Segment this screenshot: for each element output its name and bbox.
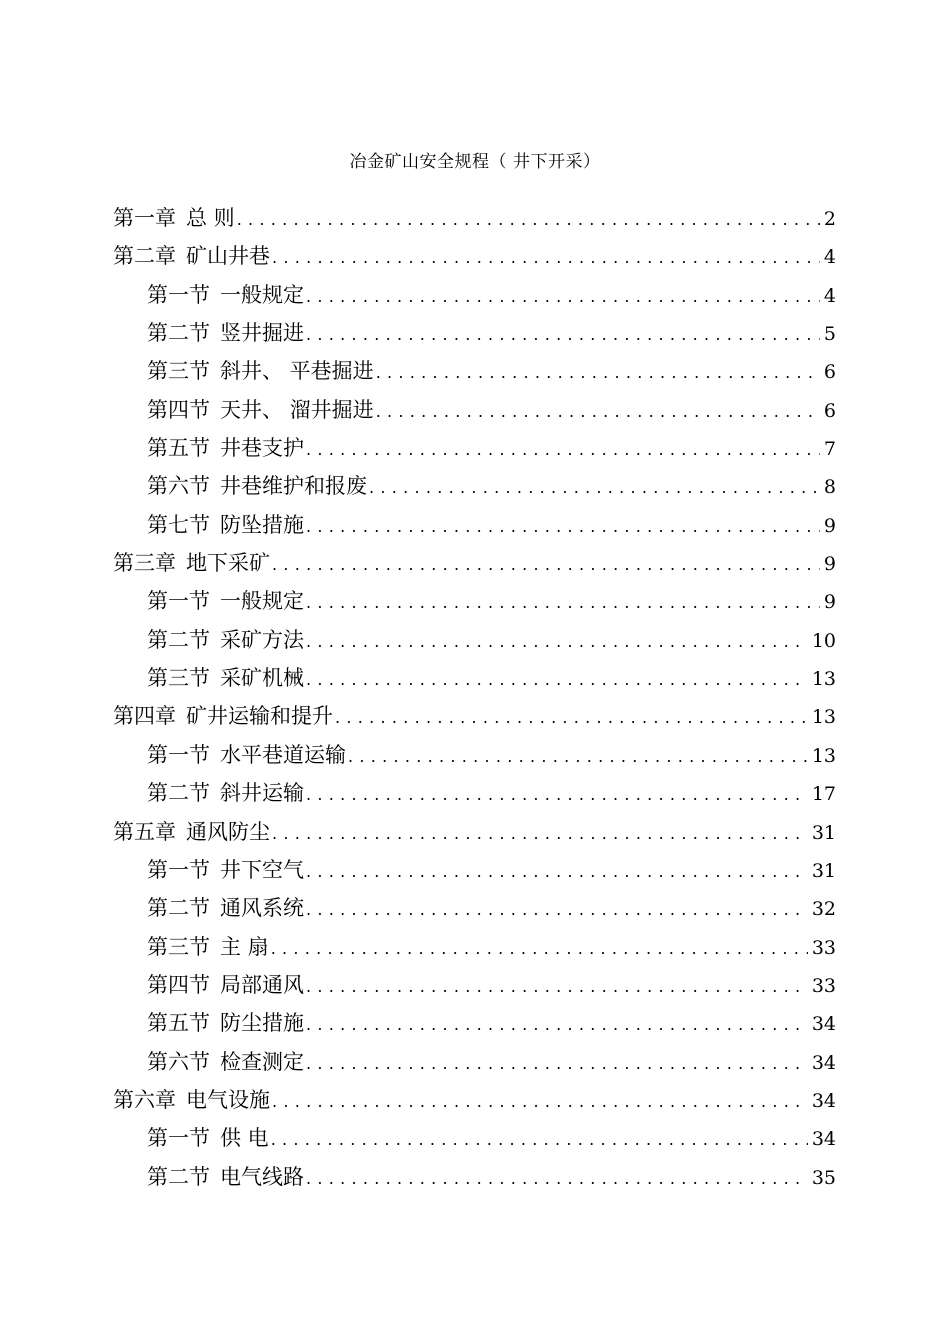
- toc-entry-label: [147, 966, 304, 1004]
- toc-entry-title: 斜井、 平巷掘进: [220, 359, 374, 384]
- toc-entry-number: 第五节: [147, 1011, 210, 1036]
- toc-entry-page-number: 4: [823, 246, 836, 269]
- toc-entry-page-number: 4: [823, 284, 836, 307]
- toc-entry-title: 斜井运输: [220, 781, 304, 806]
- toc-entry-title: 电气设施: [186, 1087, 270, 1112]
- toc-entry-title: 水平巷道运输: [220, 742, 346, 767]
- toc-entry-label: [147, 774, 304, 812]
- toc-chapter-entry[interactable]: [113, 813, 836, 851]
- toc-entry-page-number: 34: [811, 1051, 836, 1074]
- toc-entry-label: [147, 1119, 269, 1157]
- toc-entry-title: 井巷支护: [220, 436, 304, 461]
- table-of-contents: [113, 199, 836, 1196]
- toc-entry-title: 井巷维护和报废: [220, 474, 367, 499]
- dot-leader: [304, 891, 808, 929]
- toc-entry-page-number: 32: [811, 898, 836, 921]
- toc-entry-page-number: 10: [811, 629, 836, 652]
- toc-entry-title: 通风系统: [220, 896, 304, 921]
- toc-entry-page-number: 6: [823, 361, 836, 384]
- toc-entry-page-number: 13: [811, 706, 836, 729]
- toc-section-entry[interactable]: [113, 276, 836, 314]
- dot-leader: [304, 853, 808, 891]
- toc-entry-label: [113, 813, 270, 851]
- toc-entry-number: 第四章: [113, 704, 176, 729]
- toc-entry-label: [147, 314, 304, 352]
- toc-entry-page-number: 31: [811, 821, 836, 844]
- toc-entry-label: [147, 928, 269, 966]
- toc-entry-number: 第五节: [147, 436, 210, 461]
- toc-entry-number: 第六章: [113, 1087, 176, 1112]
- toc-entry-page-number: 34: [811, 1089, 836, 1112]
- toc-section-entry[interactable]: [113, 506, 836, 544]
- dot-leader: [346, 738, 808, 776]
- toc-section-entry[interactable]: [113, 352, 836, 390]
- toc-entry-number: 第二节: [147, 896, 210, 921]
- toc-entry-label: [147, 352, 374, 390]
- dot-leader: [270, 815, 808, 853]
- toc-section-entry[interactable]: [113, 1119, 836, 1157]
- toc-entry-label: [147, 889, 304, 927]
- toc-entry-number: 第二节: [147, 1164, 210, 1189]
- toc-entry-title: 井下空气: [220, 857, 304, 882]
- toc-entry-title: 矿井运输和提升: [186, 704, 333, 729]
- toc-entry-number: 第一节: [147, 1126, 210, 1151]
- toc-entry-number: 第四节: [147, 972, 210, 997]
- toc-entry-number: 第一节: [147, 742, 210, 767]
- toc-entry-label: [147, 1158, 304, 1196]
- toc-section-entry[interactable]: [113, 621, 836, 659]
- dot-leader: [269, 930, 808, 968]
- toc-entry-number: 第三节: [147, 934, 210, 959]
- toc-entry-title: 主 扇: [220, 934, 269, 959]
- dot-leader: [304, 316, 820, 354]
- toc-entry-title: 电气线路: [220, 1164, 304, 1189]
- toc-entry-page-number: 13: [811, 744, 836, 767]
- toc-entry-title: 供 电: [220, 1126, 269, 1151]
- toc-section-entry[interactable]: [113, 966, 836, 1004]
- toc-entry-number: 第三节: [147, 359, 210, 384]
- toc-entry-number: 第二章: [113, 244, 176, 269]
- toc-chapter-entry[interactable]: [113, 1081, 836, 1119]
- toc-entry-page-number: 13: [811, 668, 836, 691]
- toc-entry-page-number: 33: [811, 936, 836, 959]
- dot-leader: [304, 431, 820, 469]
- toc-entry-label: [113, 199, 235, 237]
- toc-section-entry[interactable]: [113, 889, 836, 927]
- toc-entry-label: [147, 621, 304, 659]
- toc-entry-number: 第五章: [113, 819, 176, 844]
- toc-section-entry[interactable]: [113, 582, 836, 620]
- toc-section-entry[interactable]: [113, 851, 836, 889]
- dot-leader: [235, 201, 820, 239]
- toc-entry-number: 第一节: [147, 282, 210, 307]
- dot-leader: [304, 968, 808, 1006]
- dot-leader: [270, 239, 820, 277]
- toc-entry-label: [113, 1081, 270, 1119]
- toc-entry-label: [147, 391, 374, 429]
- toc-entry-number: 第一节: [147, 589, 210, 614]
- toc-entry-label: [147, 467, 367, 505]
- toc-entry-label: [113, 697, 333, 735]
- toc-entry-label: [147, 582, 304, 620]
- toc-entry-title: 采矿机械: [220, 666, 304, 691]
- toc-entry-number: 第六节: [147, 474, 210, 499]
- toc-section-entry[interactable]: [113, 659, 836, 697]
- dot-leader: [304, 1045, 808, 1083]
- toc-entry-number: 第六节: [147, 1049, 210, 1074]
- toc-entry-title: 竖井掘进: [220, 321, 304, 346]
- toc-entry-page-number: 2: [823, 208, 836, 230]
- toc-entry-page-number: 31: [811, 859, 836, 882]
- dot-leader: [367, 469, 820, 507]
- toc-entry-label: [147, 851, 304, 889]
- toc-entry-page-number: 34: [811, 1128, 836, 1151]
- dot-leader: [304, 776, 808, 814]
- toc-entry-number: 第三节: [147, 666, 210, 691]
- toc-entry-page-number: 33: [811, 974, 836, 997]
- toc-section-entry[interactable]: [113, 429, 836, 467]
- dot-leader: [304, 508, 820, 546]
- toc-entry-number: 第三章: [113, 551, 176, 576]
- dot-leader: [304, 584, 820, 622]
- toc-entry-number: 第一节: [147, 857, 210, 882]
- dot-leader: [304, 1006, 808, 1044]
- toc-entry-title: 防坠措施: [220, 512, 304, 537]
- toc-section-entry[interactable]: [113, 1043, 836, 1081]
- toc-entry-label: [147, 429, 304, 467]
- toc-entry-page-number: 35: [811, 1166, 836, 1189]
- toc-entry-page-number: 8: [823, 476, 836, 499]
- toc-entry-label: [147, 1004, 304, 1042]
- toc-entry-label: [147, 506, 304, 544]
- dot-leader: [304, 278, 820, 316]
- toc-chapter-entry[interactable]: [113, 199, 836, 237]
- toc-entry-number: 第七节: [147, 512, 210, 537]
- dot-leader: [374, 393, 820, 431]
- dot-leader: [270, 546, 820, 584]
- toc-entry-page-number: 9: [823, 553, 836, 576]
- toc-chapter-entry[interactable]: [113, 544, 836, 582]
- toc-entry-title: 局部通风: [220, 972, 304, 997]
- toc-entry-title: 通风防尘: [186, 819, 270, 844]
- toc-entry-title: 天井、 溜井掘进: [220, 397, 374, 422]
- toc-entry-label: [147, 659, 304, 697]
- dot-leader: [270, 1083, 808, 1121]
- toc-entry-page-number: 34: [811, 1013, 836, 1036]
- toc-section-entry[interactable]: [113, 467, 836, 505]
- dot-leader: [333, 699, 808, 737]
- toc-entry-number: 第二节: [147, 627, 210, 652]
- dot-leader: [304, 1160, 808, 1198]
- toc-entry-title: 一般规定: [220, 589, 304, 614]
- toc-entry-label: [113, 237, 270, 275]
- toc-entry-title: 采矿方法: [220, 627, 304, 652]
- toc-section-entry[interactable]: [113, 1158, 836, 1196]
- dot-leader: [304, 661, 808, 699]
- dot-leader: [304, 623, 808, 661]
- toc-entry-number: 第四节: [147, 397, 210, 422]
- toc-entry-title: 一般规定: [220, 282, 304, 307]
- toc-entry-label: [147, 276, 304, 314]
- toc-section-entry[interactable]: [113, 391, 836, 429]
- toc-entry-label: [147, 1043, 304, 1081]
- toc-entry-page-number: 6: [823, 399, 836, 422]
- dot-leader: [374, 354, 820, 392]
- dot-leader: [269, 1121, 808, 1159]
- toc-entry-label: [113, 544, 270, 582]
- toc-chapter-entry[interactable]: [113, 697, 836, 735]
- toc-section-entry[interactable]: [113, 1004, 836, 1042]
- toc-chapter-entry[interactable]: [113, 237, 836, 275]
- toc-entry-title: 总 则: [186, 206, 235, 230]
- toc-section-entry[interactable]: [113, 314, 836, 352]
- toc-entry-number: 第二节: [147, 321, 210, 346]
- toc-entry-title: 矿山井巷: [186, 244, 270, 269]
- toc-entry-label: [147, 736, 346, 774]
- toc-entry-number: 第一章: [113, 206, 176, 230]
- toc-entry-page-number: 5: [823, 323, 836, 346]
- toc-entry-page-number: 7: [823, 438, 836, 461]
- toc-section-entry[interactable]: [113, 736, 836, 774]
- toc-entry-title: 地下采矿: [186, 551, 270, 576]
- toc-section-entry[interactable]: [113, 774, 836, 812]
- toc-entry-title: 防尘措施: [220, 1011, 304, 1036]
- toc-entry-title: 检查测定: [220, 1049, 304, 1074]
- toc-entry-page-number: 17: [811, 783, 836, 806]
- toc-entry-page-number: 9: [823, 591, 836, 614]
- toc-section-entry[interactable]: [113, 928, 836, 966]
- toc-entry-page-number: 9: [823, 514, 836, 537]
- toc-entry-number: 第二节: [147, 781, 210, 806]
- document-title: 冶金矿山安全规程（ 井下开采）: [349, 152, 601, 172]
